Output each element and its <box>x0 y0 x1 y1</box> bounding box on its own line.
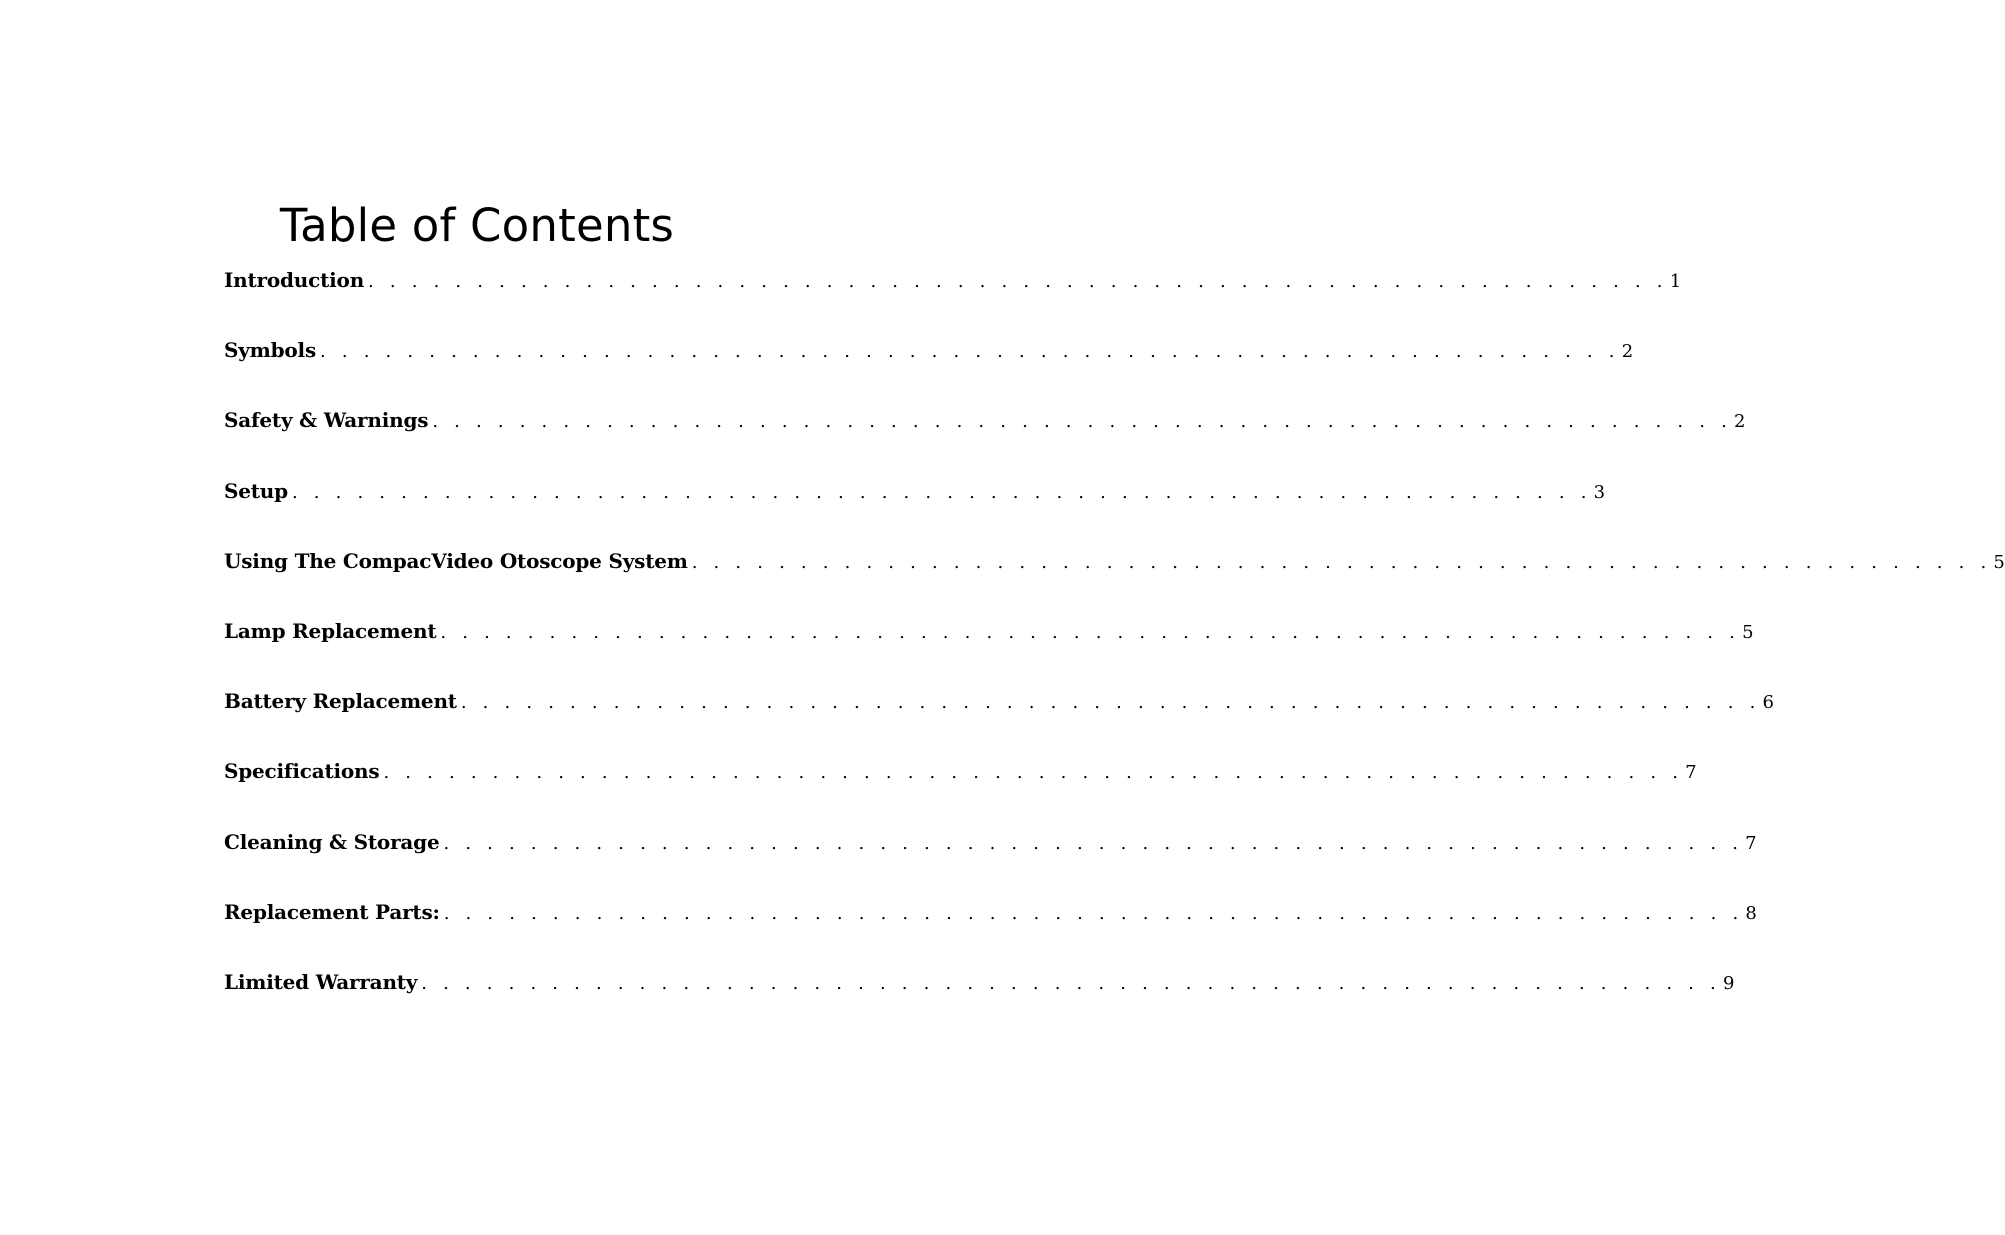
toc-dot-leader <box>688 545 1992 581</box>
toc-entry-specifications <box>224 753 1697 823</box>
toc-entry-limited-warranty <box>224 964 1735 1034</box>
toc-entry-label: Safety & Warnings <box>224 408 429 433</box>
toc-entry-label: Replacement Parts: <box>224 899 440 924</box>
toc-entry-label: Using The CompacVideo Otoscope System <box>224 548 688 573</box>
toc-entry-symbols <box>224 332 1634 402</box>
toc-entry-page: 1 <box>1669 271 1682 292</box>
toc-entry-setup <box>224 473 1606 543</box>
toc-entry-replacement-parts <box>224 894 1757 964</box>
toc-entry-label: Introduction <box>224 268 365 292</box>
toc-dot-leader <box>436 615 1740 651</box>
toc-dot-leader <box>364 264 1668 300</box>
toc-entry-label: Setup <box>224 478 288 503</box>
toc-entry-introduction <box>224 262 1682 332</box>
toc-list <box>224 262 2005 1034</box>
toc-dot-leader <box>440 896 1744 932</box>
toc-entry-page: 3 <box>1593 481 1606 503</box>
toc-entry-safety-warnings <box>224 402 1746 472</box>
toc-entry-label: Battery Replacement <box>224 689 457 714</box>
toc-entry-label: Limited Warranty <box>224 969 418 994</box>
toc-entry-cleaning-storage <box>224 824 1757 894</box>
toc-entry-label: Cleaning & Storage <box>224 829 440 854</box>
toc-entry-using-system <box>224 543 2005 613</box>
toc-dot-leader <box>316 334 1620 370</box>
toc-entry-battery-replacement <box>224 683 1774 753</box>
toc-entry-page: 6 <box>1762 692 1774 714</box>
toc-entry-page: 5 <box>1993 551 2005 573</box>
page-title: Table of Contents <box>279 199 675 252</box>
toc-dot-leader <box>379 755 1683 791</box>
toc-entry-label: Specifications <box>224 759 380 784</box>
toc-entry-page: 2 <box>1621 341 1634 363</box>
toc-entry-label: Symbols <box>224 338 317 363</box>
toc-dot-leader <box>417 966 1721 1002</box>
toc-entry-page: 2 <box>1734 411 1746 433</box>
toc-entry-page: 7 <box>1745 832 1757 854</box>
toc-entry-page: 5 <box>1742 621 1754 643</box>
toc-entry-page: 9 <box>1722 972 1735 994</box>
toc-dot-leader <box>428 404 1732 440</box>
toc-entry-lamp-replacement <box>224 613 1754 683</box>
toc-entry-page: 8 <box>1745 902 1757 924</box>
toc-dot-leader <box>457 685 1761 721</box>
toc-dot-leader <box>288 475 1592 511</box>
toc-entry-label: Lamp Replacement <box>224 618 437 643</box>
toc-entry-page: 7 <box>1685 762 1697 784</box>
toc-dot-leader <box>439 826 1743 862</box>
